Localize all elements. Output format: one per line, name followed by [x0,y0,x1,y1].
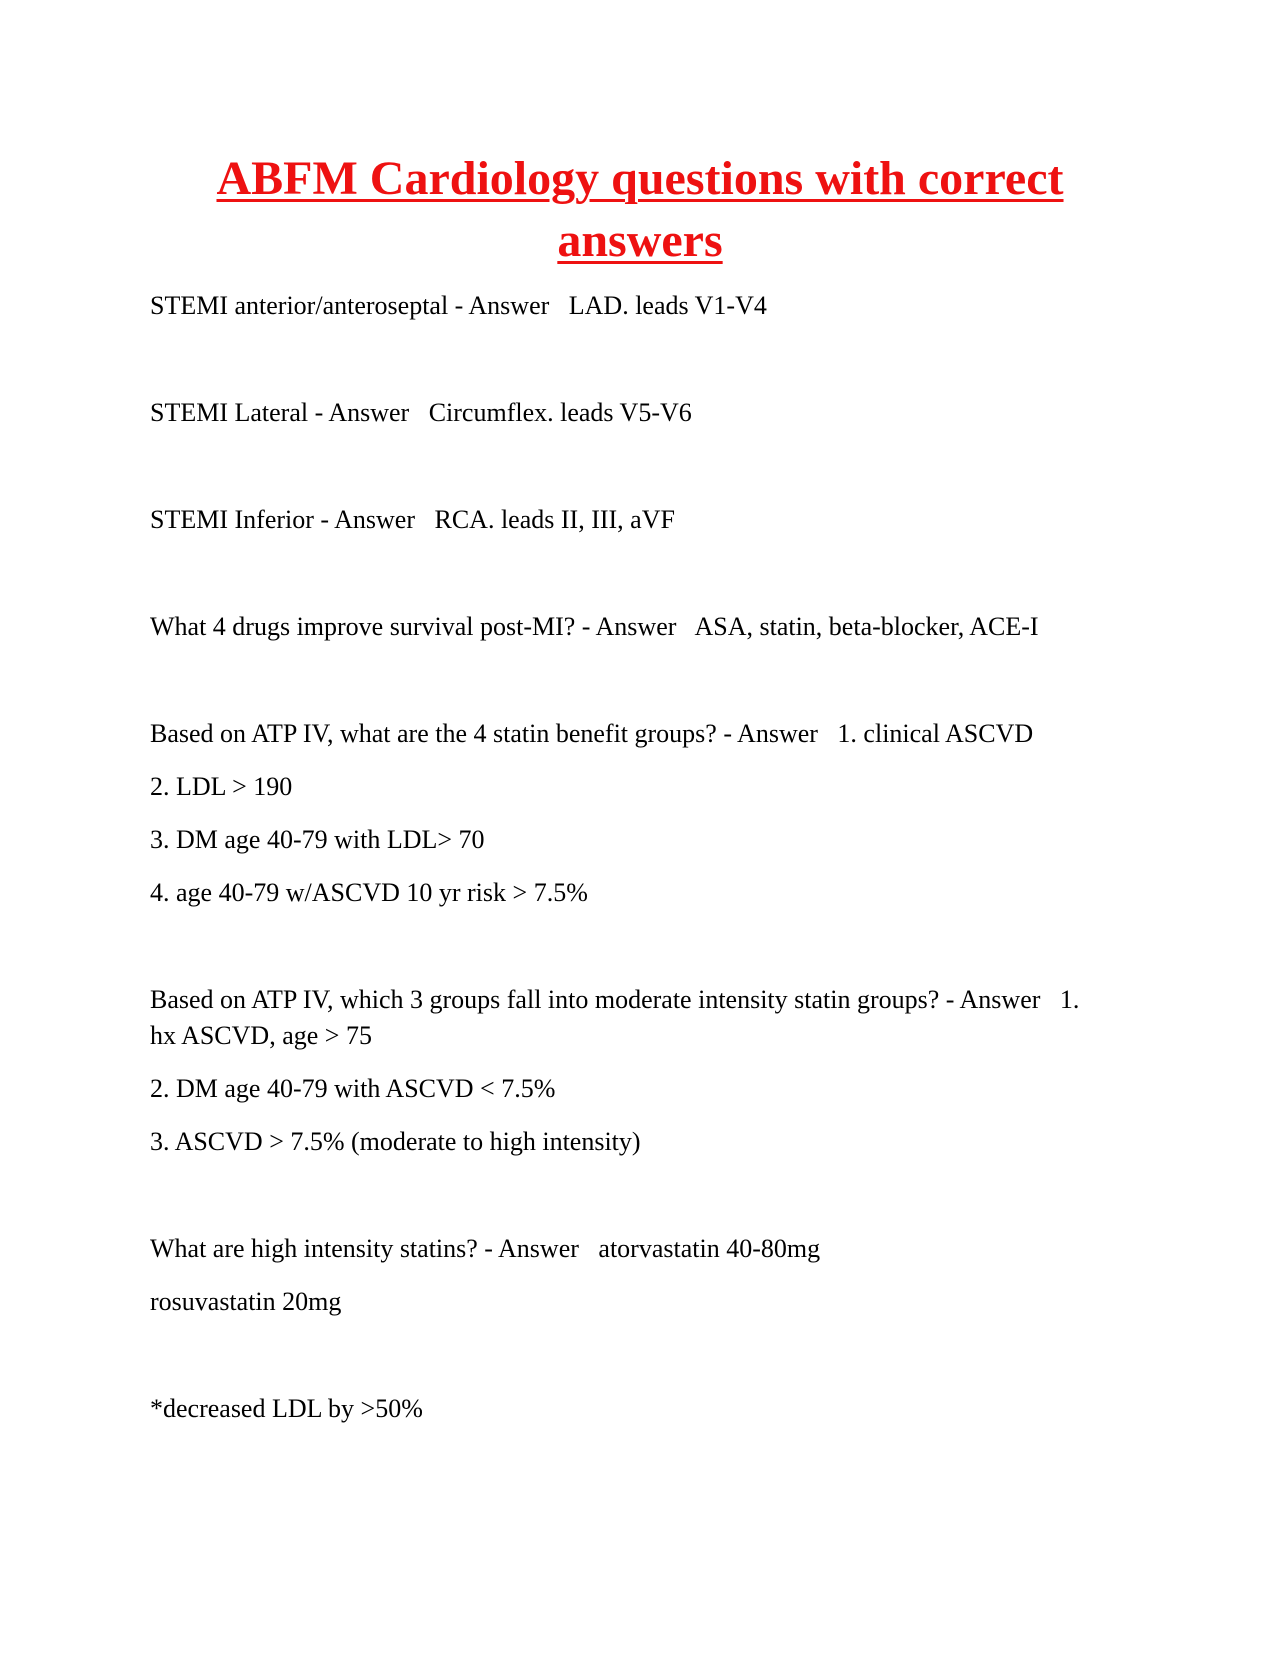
qa-stemi-anterior: STEMI anterior/anteroseptal - Answer LAD. leads V1-V4 [150,291,767,320]
list-item: rosuvastatin 20mg [150,1287,342,1316]
document-title: ABFM Cardiology questions with correct answers [216,152,1064,267]
qa-high-intensity-statins: What are high intensity statins? - Answer atorvastatin 40-80mg [150,1234,821,1263]
document-body [150,288,1100,1427]
note-ldl-decrease: *decreased LDL by >50% [150,1394,423,1423]
qa-stemi-lateral: STEMI Lateral - Answer Circumflex. leads V5-V6 [150,398,692,427]
qa-stemi-inferior: STEMI Inferior - Answer RCA. leads II, III, aVF [150,505,675,534]
qa-post-mi-drugs: What 4 drugs improve survival post-MI? - Answer ASA, statin, beta-blocker, ACE-I [150,612,1039,641]
list-item: 4. age 40-79 w/ASCVD 10 yr risk > 7.5% [150,878,588,907]
qa-moderate-intensity-groups: Based on ATP IV, which 3 groups fall into moderate intensity statin groups? - Answer 1. hx ASCVD, age > 75 [150,985,1086,1050]
list-item: 2. LDL > 190 [150,772,293,801]
list-item: 3. ASCVD > 7.5% (moderate to high intensity) [150,1127,641,1156]
list-item: 2. DM age 40-79 with ASCVD < 7.5% [150,1074,556,1103]
qa-statin-benefit-groups: Based on ATP IV, what are the 4 statin benefit groups? - Answer 1. clinical ASCVD [150,719,1034,748]
list-item: 3. DM age 40-79 with LDL> 70 [150,825,485,854]
